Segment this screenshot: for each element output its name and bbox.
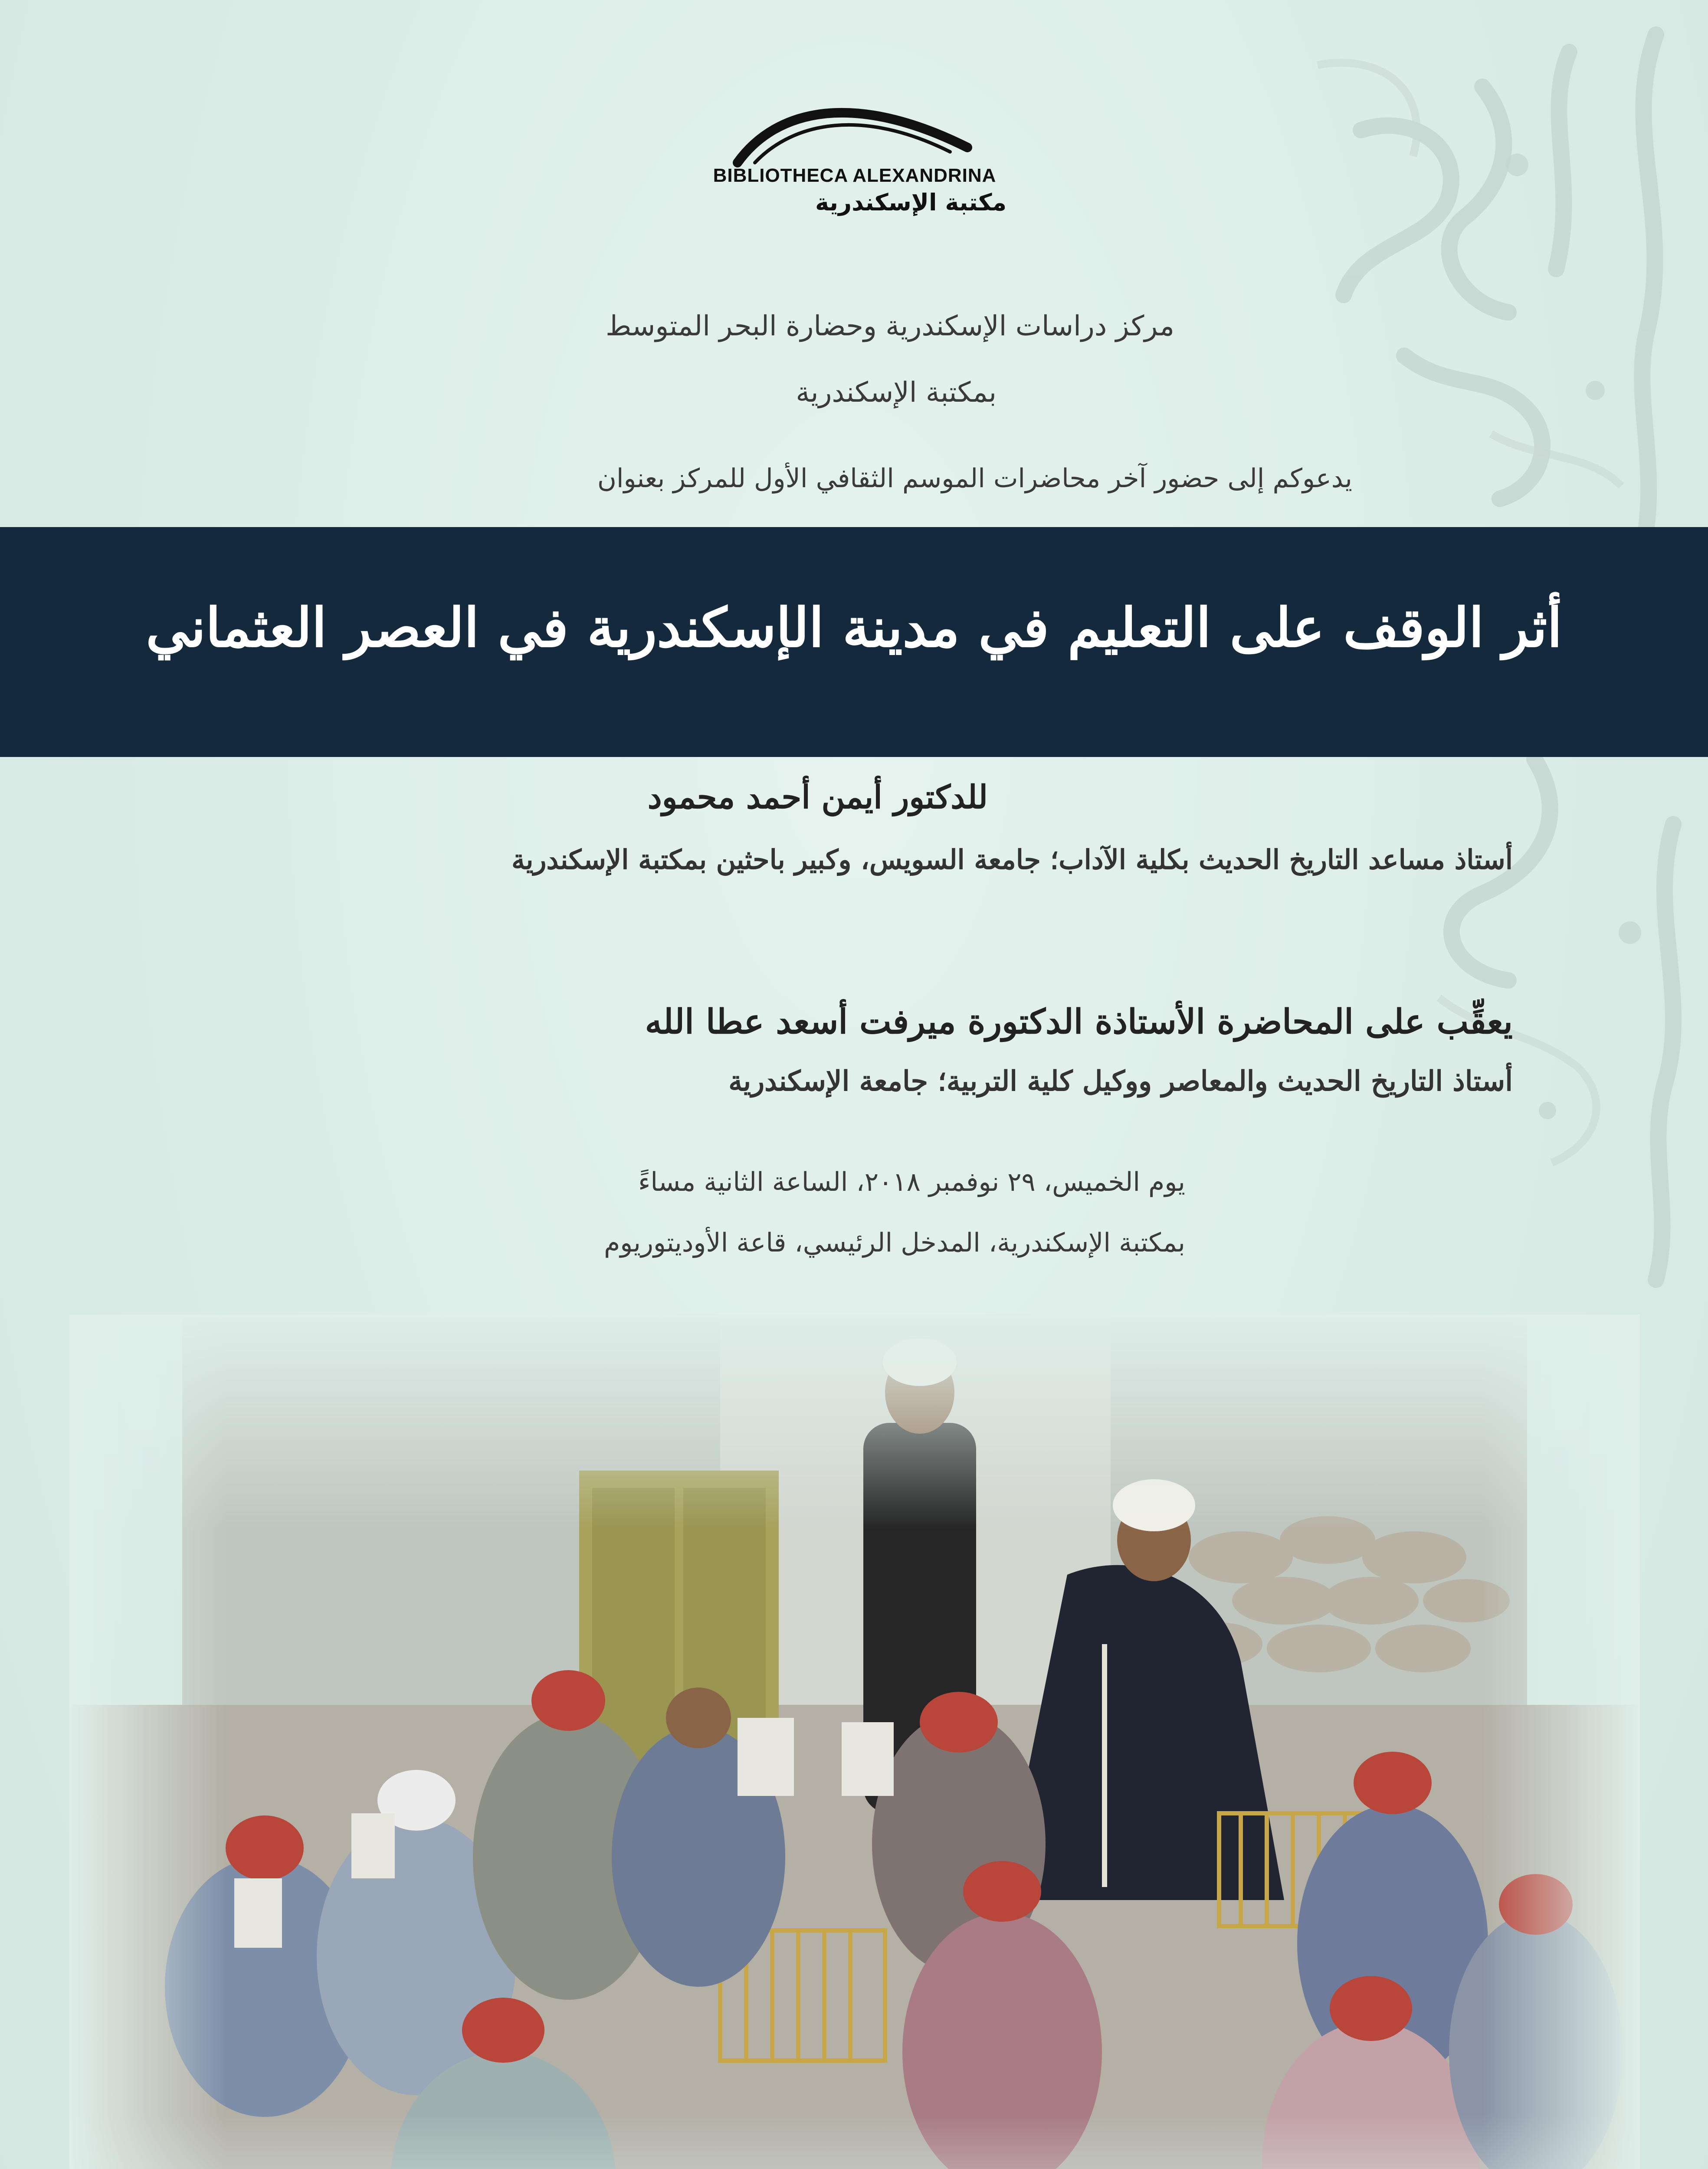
- discussant-name: يعقِّب على المحاضرة الأستاذة الدكتورة ميرفت أسعد عطا الله: [645, 1002, 1513, 1042]
- kuttab-historical-photo: [69, 1314, 1640, 2169]
- bibliotheca-alexandrina-logo: [690, 82, 1020, 221]
- title-banner: [0, 527, 1708, 757]
- event-venue: بمكتبة الإسكندرية، المدخل الرئيسي، قاعة الأوديتوريوم: [604, 1228, 1185, 1258]
- lecture-title: أثر الوقف على التعليم في مدينة الإسكندرية في العصر العثماني: [146, 596, 1562, 659]
- discussant-role: أستاذ التاريخ الحديث والمعاصر ووكيل كلية التربية؛ جامعة الإسكندرية: [728, 1065, 1513, 1098]
- logo-arc-icon: [690, 82, 1020, 169]
- speaker-role: أستاذ مساعد التاريخ الحديث بكلية الآداب؛ جامعة السويس، وكبير باحثين بمكتبة الإسكندرية: [511, 844, 1513, 875]
- event-date: يوم الخميس، ٢٩ نوفمبر ٢٠١٨، الساعة الثانية مساءً: [638, 1167, 1185, 1197]
- organizer-line-2: بمكتبة الإسكندرية: [796, 377, 997, 409]
- logo-text-en: BIBLIOTHECA ALEXANDRINA: [713, 165, 997, 186]
- logo-text-ar: مكتبة الإسكندرية: [815, 189, 1006, 216]
- speaker-name: للدكتور أيمن أحمد محمود: [647, 779, 988, 816]
- organizer-line-1: مركز دراسات الإسكندرية وحضارة البحر المتوسط: [606, 310, 1174, 342]
- invitation-text: يدعوكم إلى حضور آخر محاضرات الموسم الثقافي الأول للمركز بعنوان: [597, 463, 1352, 494]
